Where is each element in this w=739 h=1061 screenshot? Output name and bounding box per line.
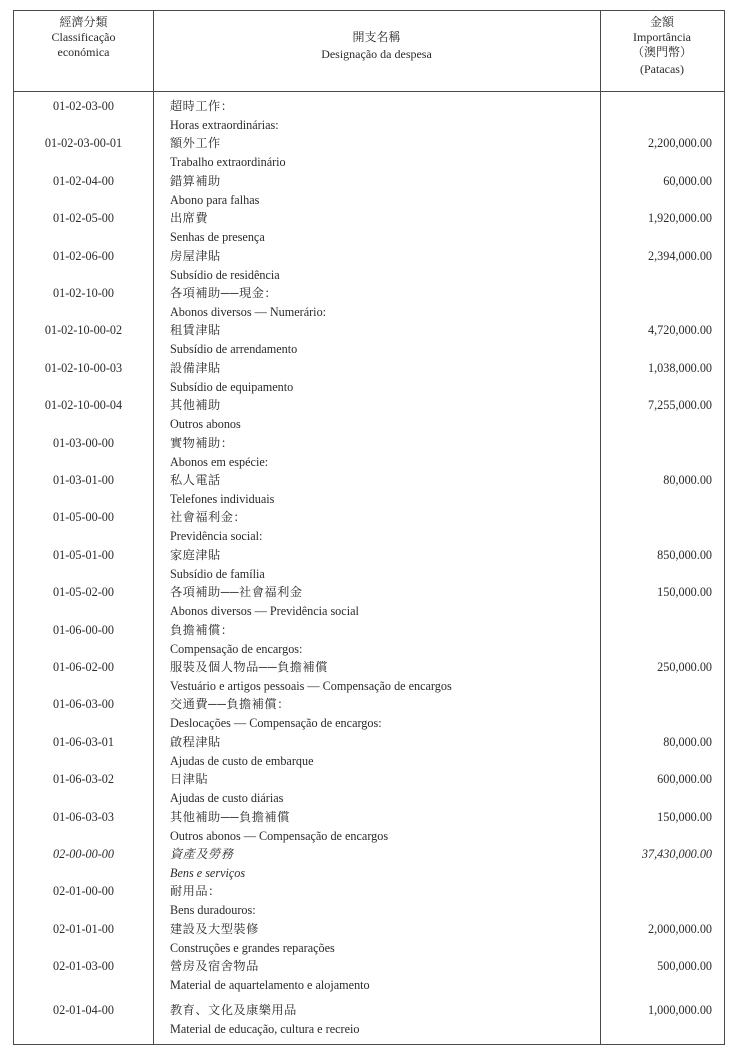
row-code: 01-02-03-00-01 (44, 136, 123, 151)
row-designation-zh: 建設及大型裝修 (170, 921, 259, 936)
table-row (14, 1001, 724, 1038)
row-designation-zh: 耐用品： (170, 884, 221, 899)
row-code: 02-01-00-00 (53, 884, 114, 899)
row-designation-pt: Vestuário e artigos pessoais — Compensação de encargos (170, 679, 452, 693)
row-amount: 4,720,000.00 (648, 323, 712, 338)
row-designation-pt: Outros abonos — Compensação de encargos (170, 828, 389, 843)
table-row (14, 471, 724, 508)
row-code: 02-01-04-00 (53, 1002, 114, 1017)
row-designation-pt: Previdência social: (170, 529, 263, 544)
row-designation-pt: Telefones individuais (170, 492, 275, 506)
row-code: 01-03-00-00 (53, 435, 114, 450)
row-designation-pt: Subsídio de arrendamento (170, 342, 298, 357)
row-code: 01-05-01-00 (53, 547, 114, 562)
table-row (14, 770, 724, 807)
row-designation-pt: Construções e grandes reparações (170, 940, 335, 955)
row-designation-pt: Trabalho extraordinário (170, 155, 286, 170)
row-designation-zh: 超時工作： (170, 99, 234, 113)
row-designation-zh: 服裝及個人物品──負擔補償 (170, 660, 328, 674)
header-classification-pt-1: Classificação (51, 30, 116, 44)
row-designation-zh: 設備津貼 (170, 360, 221, 375)
row-designation-pt: Abonos diversos — Numerário: (170, 305, 327, 319)
header-amount-zh: 金額 (649, 15, 674, 29)
header-divider (14, 91, 724, 92)
row-designation-pt: Abonos diversos — Previdência social (170, 604, 359, 619)
row-amount: 250,000.00 (657, 660, 712, 674)
row-designation-zh: 日津貼 (170, 772, 209, 787)
row-code: 01-02-10-00-02 (44, 323, 123, 338)
row-amount: 7,255,000.00 (648, 398, 712, 413)
row-code: 01-06-02-00 (53, 660, 114, 674)
row-code: 01-06-03-02 (53, 772, 114, 787)
table-row (14, 546, 724, 583)
table-row (14, 845, 724, 882)
table-row (14, 209, 724, 246)
table-row (14, 396, 724, 433)
row-code: 02-00-00-00 (53, 847, 114, 861)
row-designation-zh: 租賃津貼 (170, 323, 221, 338)
table-row (14, 695, 724, 732)
row-amount: 2,200,000.00 (648, 136, 712, 151)
row-code: 01-02-10-00-03 (44, 360, 123, 375)
table-row (14, 134, 724, 171)
row-designation-pt: Outros abonos (170, 417, 241, 432)
row-code: 02-01-03-00 (53, 959, 114, 974)
header-amount (600, 15, 724, 77)
row-code: 02-01-01-00 (53, 921, 114, 936)
row-designation-pt: Horas extraordinárias: (170, 118, 279, 132)
row-code: 01-05-00-00 (53, 510, 114, 525)
row-designation-pt: Subsídio de equipamento (170, 379, 294, 394)
row-code: 01-06-00-00 (53, 622, 114, 637)
table-row (14, 434, 724, 471)
row-code: 01-03-01-00 (53, 473, 114, 487)
budget-table (13, 10, 725, 1045)
row-code: 01-02-10-00 (53, 286, 114, 300)
row-designation-zh: 交通費──負擔補償： (170, 697, 290, 712)
row-designation-zh: 額外工作 (170, 136, 221, 151)
header-amount-currency-pt: (Patacas) (640, 62, 684, 76)
row-amount: 80,000.00 (663, 734, 712, 749)
row-designation-zh: 資產及勞務 (170, 847, 234, 861)
row-code: 01-02-10-00-04 (44, 398, 123, 413)
row-amount: 37,430,000.00 (641, 847, 712, 861)
row-designation-zh: 各項補助──社會福利金 (170, 585, 303, 600)
row-designation-pt: Material de educação, cultura e recreio (170, 1021, 360, 1036)
row-code: 01-02-04-00 (53, 173, 114, 188)
row-amount: 60,000.00 (663, 173, 712, 188)
row-amount: 500,000.00 (657, 959, 712, 974)
row-designation-zh: 營房及宿舍物品 (170, 959, 259, 974)
row-amount: 1,920,000.00 (648, 211, 712, 226)
header-classification-zh: 經濟分類 (59, 15, 108, 29)
row-code: 01-02-06-00 (53, 248, 114, 263)
row-designation-zh: 家庭津貼 (170, 547, 221, 562)
row-amount: 2,000,000.00 (648, 921, 712, 936)
row-designation-zh: 各項補助──現金： (170, 286, 278, 300)
row-designation-pt: Material de aquartelamento e alojamento (170, 978, 370, 993)
row-amount: 600,000.00 (657, 772, 712, 787)
row-designation-pt: Compensação de encargos: (170, 641, 303, 656)
table-row (14, 508, 724, 545)
table-row (14, 359, 724, 396)
header-designation (153, 29, 600, 63)
header-classification (14, 15, 153, 60)
header-designation-zh: 開支名稱 (352, 30, 401, 44)
row-designation-pt: Deslocações — Compensação de encargos: (170, 716, 382, 731)
row-code: 01-06-03-03 (53, 809, 114, 824)
row-designation-pt: Ajudas de custo de embarque (170, 753, 314, 768)
row-designation-pt: Subsídio de família (170, 566, 265, 581)
row-code: 01-05-02-00 (53, 585, 114, 600)
row-designation-pt: Senhas de presença (170, 230, 265, 245)
row-designation-pt: Bens e serviços (170, 866, 246, 880)
table-row (14, 733, 724, 770)
row-amount: 150,000.00 (657, 585, 712, 600)
table-row (14, 583, 724, 620)
table-row (14, 621, 724, 658)
row-designation-pt: Subsídio de residência (170, 267, 280, 282)
header-classification-pt-2: económica (57, 45, 110, 59)
row-designation-pt: Ajudas de custo diárias (170, 791, 284, 806)
table-row (14, 658, 724, 695)
row-designation-zh: 教育、文化及康樂用品 (170, 1002, 297, 1017)
table-row (14, 321, 724, 358)
row-amount: 1,000,000.00 (648, 1002, 712, 1017)
row-designation-zh: 負擔補償： (170, 622, 234, 637)
table-row (14, 808, 724, 845)
row-designation-zh: 房屋津貼 (170, 248, 221, 263)
table-row (14, 957, 724, 994)
table-row (14, 172, 724, 209)
row-designation-pt: Abonos em espécie: (170, 454, 269, 469)
row-amount: 850,000.00 (657, 547, 712, 562)
row-designation-zh: 社會福利金： (170, 510, 247, 525)
row-designation-zh: 啟程津貼 (170, 734, 221, 749)
header-amount-currency-zh: （澳門幣） (631, 45, 692, 59)
header-designation-pt: Designação da despesa (321, 47, 432, 61)
row-designation-pt: Abono para falhas (170, 192, 260, 207)
row-code: 01-02-05-00 (53, 211, 114, 226)
table-row (14, 247, 724, 284)
table-row (14, 284, 724, 321)
row-amount: 2,394,000.00 (648, 248, 712, 263)
row-designation-zh: 其他補助──負擔補償 (170, 809, 290, 824)
row-designation-zh: 實物補助： (170, 435, 234, 450)
row-code: 01-06-03-01 (53, 734, 114, 749)
row-designation-pt: Bens duradouros: (170, 903, 256, 918)
row-designation-zh: 出席費 (170, 211, 209, 226)
row-designation-zh: 其他補助 (170, 398, 221, 413)
row-designation-zh: 錯算補助 (170, 173, 221, 188)
row-amount: 150,000.00 (657, 809, 712, 824)
table-row (14, 97, 724, 134)
table-row (14, 882, 724, 919)
table-row (14, 920, 724, 957)
row-designation-zh: 私人電話 (170, 473, 221, 487)
header-amount-pt: Importância (633, 30, 691, 44)
row-amount: 1,038,000.00 (648, 360, 712, 375)
row-code: 01-06-03-00 (53, 697, 114, 712)
row-code: 01-02-03-00 (53, 99, 114, 113)
row-amount: 80,000.00 (663, 473, 712, 487)
